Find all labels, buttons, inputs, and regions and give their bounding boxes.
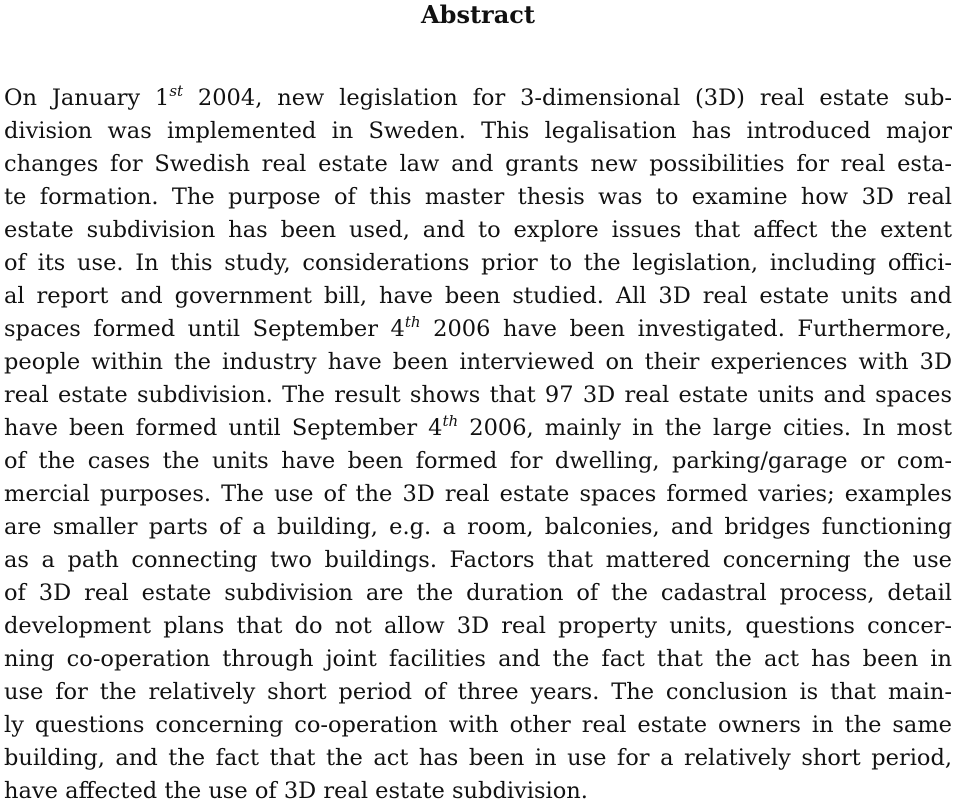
line-text: al report and government bill, have been studied. All 3D real estate units and [4, 283, 952, 309]
abstract-line [4, 115, 952, 148]
abstract-line [4, 412, 952, 445]
line-text: real estate subdivision. The result shows that 97 3D real estate units and spaces [4, 382, 952, 408]
line-text: mercial purposes. The use of the 3D real estate spaces formed varies; examples [4, 481, 952, 507]
abstract-line [4, 511, 952, 544]
line-text: as a path connecting two buildings. Factors that mattered concerning the use [4, 547, 952, 573]
line-text: ning co-operation through joint facilities and the fact that the act has been in [4, 646, 952, 672]
ordinal-superscript: th [404, 313, 421, 331]
abstract-line [4, 544, 952, 577]
abstract-line [4, 445, 952, 478]
line-text-continued: 2004, new legislation for 3-dimensional (3D) real estate sub- [183, 85, 952, 111]
ordinal-superscript: st [169, 82, 184, 100]
abstract-heading: Abstract [421, 0, 535, 29]
abstract-line [4, 577, 952, 610]
abstract-line [4, 742, 952, 775]
line-text: are smaller parts of a building, e.g. a room, balconies, and bridges functioning [4, 514, 952, 540]
abstract-line [4, 148, 952, 181]
line-text: estate subdivision has been used, and to explore issues that affect the extent [4, 217, 952, 243]
line-text: of the cases the units have been formed for dwelling, parking/garage or com- [4, 448, 952, 474]
line-text: te formation. The purpose of this master thesis was to examine how 3D real [4, 184, 952, 210]
abstract-line [4, 82, 952, 115]
abstract-line [4, 610, 952, 643]
abstract-line [4, 643, 952, 676]
line-text: building, and the fact that the act has been in use for a relatively short period, [4, 745, 952, 771]
line-text: have been formed until September 4 [4, 415, 443, 441]
line-text: of its use. In this study, considerations prior to the legislation, including offici- [4, 250, 952, 276]
abstract-line [4, 280, 952, 313]
abstract-body [4, 82, 952, 808]
abstract-line [4, 379, 952, 412]
line-text-continued: 2006 have been investigated. Furthermore, [420, 316, 952, 342]
abstract-line [4, 313, 952, 346]
abstract-line [4, 709, 952, 742]
line-text: have affected the use of 3D real estate subdivision. [4, 778, 588, 804]
abstract-line [4, 346, 952, 379]
line-text: of 3D real estate subdivision are the duration of the cadastral process, detail [4, 580, 952, 606]
abstract-line [4, 247, 952, 280]
abstract-line [4, 181, 952, 214]
line-text: use for the relatively short period of three years. The conclusion is that main- [4, 679, 952, 705]
line-text: spaces formed until September 4 [4, 316, 405, 342]
ordinal-superscript: th [442, 412, 459, 430]
line-text: division was implemented in Sweden. This legalisation has introduced major [4, 118, 952, 144]
line-text-continued: 2006, mainly in the large cities. In most [458, 415, 952, 441]
abstract-line [4, 478, 952, 511]
abstract-line [4, 676, 952, 709]
abstract-line [4, 214, 952, 247]
line-text: On January 1 [4, 85, 170, 111]
abstract-line [4, 775, 952, 808]
line-text: ly questions concerning co-operation with other real estate owners in the same [4, 712, 952, 738]
line-text: changes for Swedish real estate law and grants new possibilities for real esta- [4, 151, 952, 177]
line-text: development plans that do not allow 3D real property units, questions concer- [4, 613, 952, 639]
line-text: people within the industry have been interviewed on their experiences with 3D [4, 349, 952, 375]
